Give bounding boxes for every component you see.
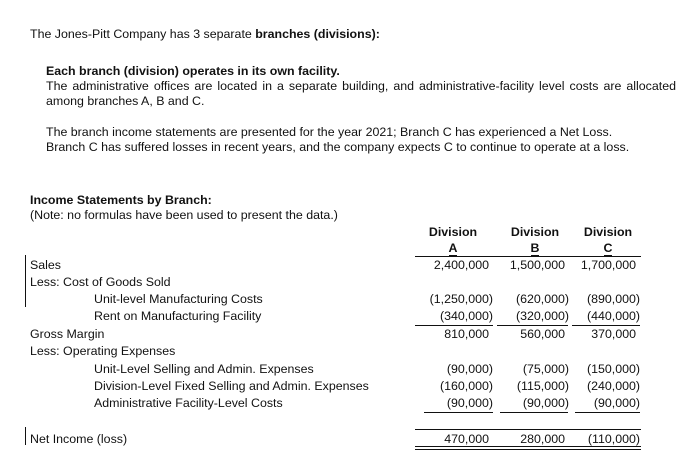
label-rent: Rent on Manufacturing Facility <box>94 309 262 323</box>
column-a-line2: A <box>448 241 458 255</box>
statement-title: Income Statements by Branch: <box>30 193 212 207</box>
column-b-line2: B <box>530 241 540 255</box>
intro-line <box>30 27 380 42</box>
column-c-line2: C <box>603 241 613 255</box>
net-income-top-rule <box>415 429 641 430</box>
column-header-a <box>413 224 493 256</box>
label-unit-sga: Unit-Level Selling and Admin. Expenses <box>94 362 314 376</box>
label-net-income: Net Income (loss) <box>30 432 128 446</box>
value-rent-a: (340,000) <box>439 309 493 323</box>
facility-text: The administrative offices are located in a separate building, and administrative-facility level costs are allocated among branches A, B and C. <box>46 79 676 108</box>
column-a-line1: Division <box>428 225 478 239</box>
value-unit-mfg-c: (890,000) <box>586 292 640 306</box>
admin-underline-a <box>424 412 493 413</box>
value-rent-c: (440,000) <box>586 309 640 323</box>
column-header-c <box>568 224 648 256</box>
rent-underline-a <box>415 325 493 326</box>
value-net-income-c: (110,000) <box>587 432 640 446</box>
label-less-cogs: Less: Cost of Goods Sold <box>30 275 171 289</box>
value-rent-b: (320,000) <box>515 309 569 323</box>
value-net-income-a: 470,000 <box>444 432 489 446</box>
label-sales: Sales <box>30 258 61 272</box>
value-unit-sga-a: (90,000) <box>446 362 493 376</box>
statement-note: (Note: no formulas have been used to present the data.) <box>30 208 338 222</box>
intro-text: The Jones-Pitt Company has 3 separate <box>30 27 256 41</box>
value-unit-mfg-a: (1,250,000) <box>429 292 493 306</box>
label-admin-facility: Administrative Facility-Level Costs <box>94 396 283 410</box>
label-gross-margin: Gross Margin <box>30 327 105 341</box>
rent-underline-c <box>572 325 640 326</box>
value-div-sga-c: (240,000) <box>586 379 640 393</box>
value-sales-b: 1,500,000 <box>509 258 565 272</box>
value-unit-mfg-b: (620,000) <box>515 292 569 306</box>
label-unit-mfg: Unit-level Manufacturing Costs <box>94 292 263 306</box>
value-div-sga-b: (115,000) <box>516 379 569 393</box>
label-div-sga: Division-Level Fixed Selling and Admin. Expenses <box>94 379 369 393</box>
rent-underline-b <box>497 325 568 326</box>
facility-heading: Each branch (division) operates in its own facility. <box>46 64 340 78</box>
left-border-top <box>25 255 26 307</box>
value-gross-margin-c: 370,000 <box>591 327 636 341</box>
value-unit-sga-c: (150,000) <box>586 362 640 376</box>
value-admin-facility-c: (90,000) <box>593 396 640 410</box>
value-net-income-b: 280,000 <box>520 432 565 446</box>
admin-underline-c <box>575 412 640 413</box>
intro-bold: branches (divisions): <box>255 27 380 41</box>
column-b-line1: Division <box>510 225 560 239</box>
label-less-opex: Less: Operating Expenses <box>30 344 176 358</box>
branch-note: The branch income statements are presented for the year 2021; Branch C has experienced a Net Loss. Branch C has suffered losses in recent years, and the company expects C to continue to operate at a loss. <box>46 125 630 154</box>
header-rule <box>415 256 641 257</box>
net-income-double-rule <box>415 446 641 450</box>
column-header-b <box>495 224 575 256</box>
value-admin-facility-a: (90,000) <box>446 396 493 410</box>
value-unit-sga-b: (75,000) <box>522 362 569 376</box>
value-div-sga-a: (160,000) <box>439 379 493 393</box>
column-c-line1: Division <box>583 225 633 239</box>
value-gross-margin-b: 560,000 <box>520 327 565 341</box>
value-admin-facility-b: (90,000) <box>522 396 569 410</box>
value-gross-margin-a: 810,000 <box>444 327 489 341</box>
left-border-bottom <box>25 427 26 445</box>
value-sales-a: 2,400,000 <box>433 258 489 272</box>
admin-underline-b <box>500 412 568 413</box>
value-sales-c: 1,700,000 <box>580 258 636 272</box>
